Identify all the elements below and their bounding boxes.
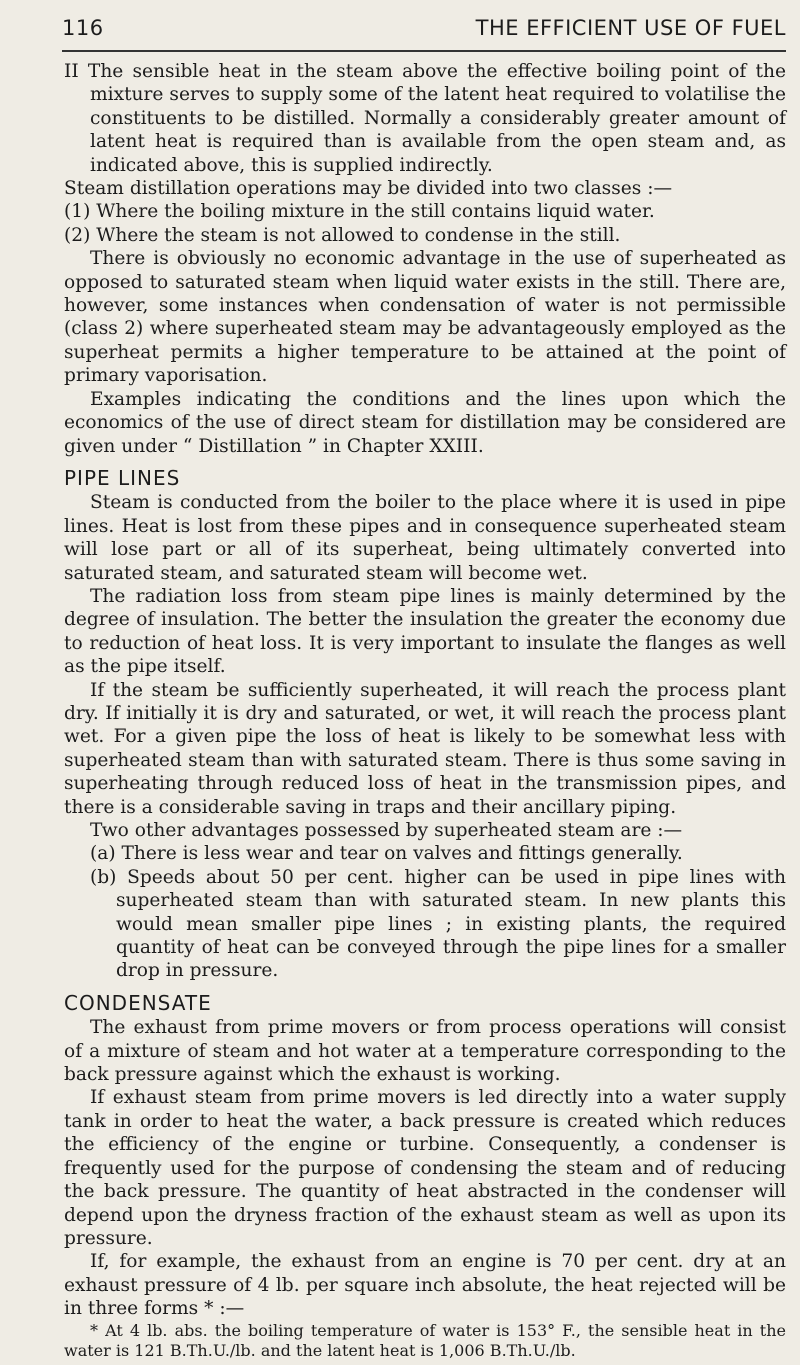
page-body — [64, 60, 786, 1361]
paragraph-classes-intro: Steam distillation operations may be divided into two classes :— — [64, 178, 673, 200]
paragraph: There is obviously no economic advantage in the use of superheated as opposed to saturated steam when liquid water exists in the still. There are, however, some instances when condensation of water is not permissible (class 2) where superheated steam may be advantageously employed as the superheat permits a higher temperature to be attained at the point of primary vaporisation. — [64, 248, 786, 387]
section-heading-pipe-lines: PIPE LINES — [64, 465, 181, 490]
paragraph: The exhaust from prime movers or from process operations will consist of a mixture of steam and hot water at a temperature corresponding to the back pressure against which the exhaust is working. — [64, 1017, 786, 1086]
paragraph: If exhaust steam from prime movers is led directly into a water supply tank in order to heat the water, a back pressure is created which reduces the efficiency of the engine or turbine. Consequently, a condenser is frequently used for the purpose of condensing the steam and of reducing the back pressure. The quantity of heat abstracted in the condenser will depend upon the dryness fraction of the exhaust steam as well as upon its pressure. — [64, 1087, 786, 1249]
paragraph: The radiation loss from steam pipe lines is mainly determined by the degree of insulation. The better the insulation the greater the economy due to reduction of heat loss. It is very important to insulate the flanges as well as the pipe itself. — [64, 585, 786, 678]
running-header — [62, 16, 786, 46]
paragraph: If the steam be sufficiently superheated, it will reach the process plant dry. If initially it is dry and saturated, or wet, it will reach the process plant wet. For a given pipe the loss of heat is likely to be somewhat less with superheated steam than with saturated steam. There is thus some saving in superheating through reduced loss of heat in the transmission pipes, and there is a considerable saving in traps and their ancillary piping. — [64, 679, 786, 818]
paragraph-ii: II The sensible heat in the steam above the effective boiling point of the mixture serves to supply some of the latent heat required to volatilise the constituents to be distilled. Normally a considerably greater amount of latent heat is required than is available from the open steam and, as indicated above, this is supplied indirectly. — [64, 61, 786, 176]
running-title: THE EFFICIENT USE OF FUEL — [475, 16, 786, 40]
list-item-a: (a) There is less wear and tear on valves and fittings generally. — [90, 843, 683, 865]
paragraph: Examples indicating the conditions and the lines upon which the economics of the use of direct steam for distillation may be considered are given under “ Distillation ” in Chapter XXIII. — [64, 388, 786, 457]
paragraph: If, for example, the exhaust from an engine is 70 per cent. dry at an exhaust pressure of 4 lb. per square inch absolute, the heat rejected will be in three forms * :— — [64, 1251, 786, 1320]
header-rule — [62, 50, 786, 52]
footnote: * At 4 lb. abs. the boiling temperature of water is 153° F., the sensible heat in the water is 121 B.Th.U./lb. and the latent heat is 1,006 B.Th.U./lb. — [64, 1320, 786, 1360]
paragraph: Steam is conducted from the boiler to the place where it is used in pipe lines. Heat is lost from these pipes and in consequence superheated steam will lose part or all of its superheat, being ultimately converted into saturated steam, and saturated steam will become wet. — [64, 492, 786, 584]
section-heading-condensate: CONDENSATE — [64, 990, 212, 1015]
class-item-2: (2) Where the steam is not allowed to condense in the still. — [64, 224, 621, 246]
paragraph: Two other advantages possessed by superheated steam are :— — [90, 820, 683, 841]
page-number: 116 — [62, 16, 104, 40]
class-item-1: (1) Where the boiling mixture in the still contains liquid water. — [64, 201, 655, 223]
list-item-b: (b) Speeds about 50 per cent. higher can be used in pipe lines with superheated steam than with saturated steam. In new plants this would mean smaller pipe lines ; in existing plants, the required quantity of heat can be conveyed through the pipe lines for a smaller drop in pressure. — [90, 866, 786, 982]
